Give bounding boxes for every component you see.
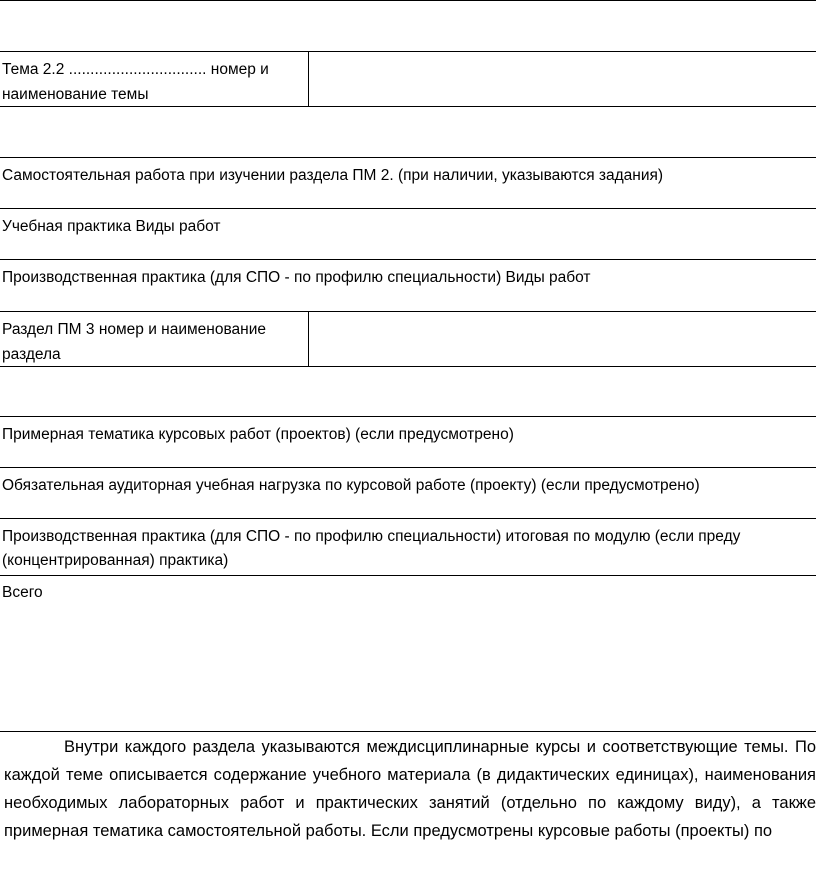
body-paragraph: Внутри каждого раздела указываются междисциплинарные курсы и соответствующие темы. По каждой теме описывается содержание учебного материала (в дидактических единицах), наименования необходимых лабораторных работ и практических занятий (отдельно по каждому виду), а также примерная тематика самостоятельной работы. Если предусмотрены курсовые работы (проекты) по bbox=[4, 738, 816, 840]
table-rule bbox=[0, 311, 816, 312]
table-rule bbox=[0, 467, 816, 468]
row-industrial-practice: Производственная практика (для СПО - по профилю специальности) Виды работ bbox=[2, 269, 591, 286]
row-topic-2-2: Тема 2.2 ................................ номер и наименование темы bbox=[2, 61, 269, 103]
table-rule bbox=[0, 731, 816, 732]
table-rule bbox=[0, 0, 816, 1]
row-course-load: Обязательная аудиторная учебная нагрузка по курсовой работе (проекту) (если предусмотрено) bbox=[2, 477, 700, 494]
table-rule bbox=[0, 259, 816, 260]
column-divider bbox=[308, 311, 309, 366]
row-total: Всего bbox=[2, 584, 43, 601]
table-rule bbox=[0, 51, 816, 52]
column-divider bbox=[308, 51, 309, 106]
row-final-practice-line1: Производственная практика (для СПО - по профилю специальности) итоговая по модулю (если преду bbox=[2, 528, 741, 545]
table-rule bbox=[0, 157, 816, 158]
table-rule bbox=[0, 416, 816, 417]
row-final-practice-line2: (концентрированная) практика) bbox=[2, 552, 229, 569]
row-course-topics: Примерная тематика курсовых работ (проектов) (если предусмотрено) bbox=[2, 426, 514, 443]
row-independent-work: Самостоятельная работа при изучении раздела ПМ 2. (при наличии, указываются задания) bbox=[2, 167, 664, 184]
table-rule bbox=[0, 575, 816, 576]
table-rule bbox=[0, 518, 816, 519]
row-educational-practice: Учебная практика Виды работ bbox=[2, 218, 221, 235]
row-section-pm3: Раздел ПМ 3 номер и наименование раздела bbox=[2, 321, 266, 363]
table-rule bbox=[0, 208, 816, 209]
